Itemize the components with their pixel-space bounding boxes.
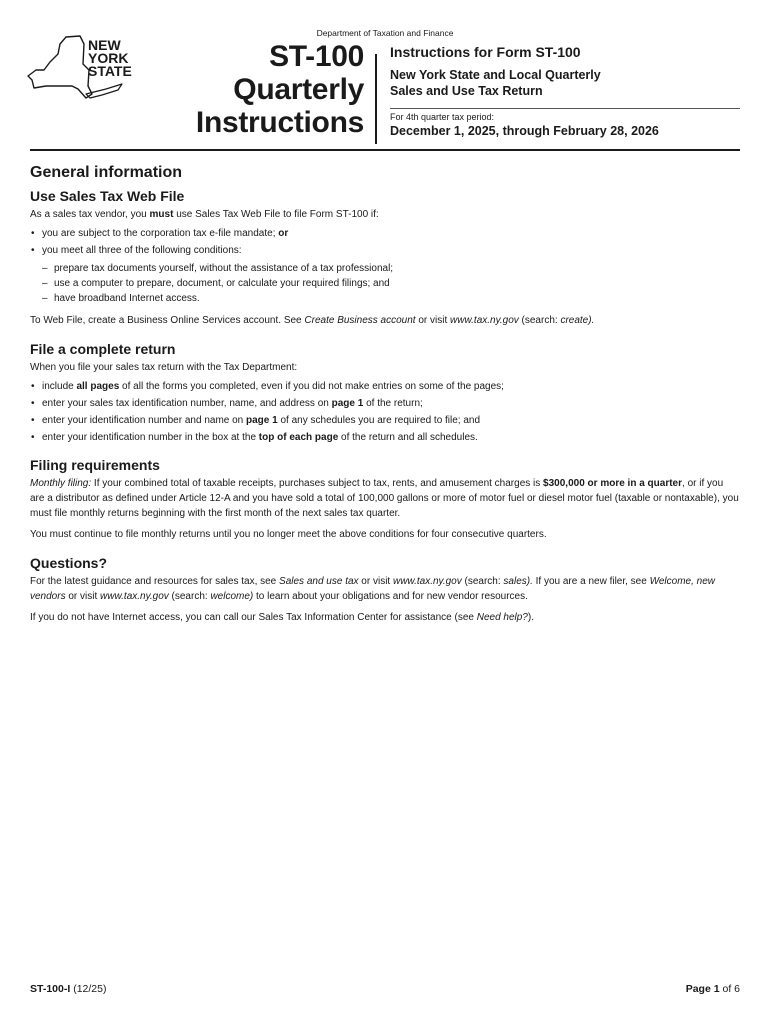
emphasis-must: must	[149, 209, 174, 220]
web-file-conditions	[30, 226, 740, 258]
page-content	[30, 163, 740, 629]
page-num: 1	[713, 983, 720, 995]
web-file-closing	[30, 313, 740, 328]
text-span: of the return;	[363, 398, 423, 409]
emphasis-or: or	[278, 228, 289, 239]
form-full-name	[390, 67, 730, 99]
text-span: of all the forms you completed, even if you did not make entries on some of the pages;	[119, 381, 504, 392]
text-span: enter your identification number and name on	[42, 415, 247, 426]
nys-logo	[26, 34, 138, 100]
footer-page-number	[686, 983, 740, 995]
text-span: you meet all three of the following conditions:	[42, 245, 242, 256]
continue-filing-paragraph: You must continue to file monthly returns until you no longer meet the above conditions for four consecutive quarters.	[30, 529, 547, 540]
text-span: As a sales tax vendor, you	[30, 209, 150, 220]
text-span: (search:	[168, 591, 211, 602]
filing-requirements-heading: Filing requirements	[30, 457, 160, 473]
text-span: enter your identification number in the box at the	[42, 432, 259, 443]
logo-text-state: STATE	[88, 63, 132, 79]
tax-period-dates: December 1, 2025, through February 28, 2026	[390, 124, 659, 138]
text-span: (search:	[518, 315, 561, 326]
questions-heading: Questions?	[30, 555, 108, 571]
page-of: of 6	[719, 983, 740, 995]
emphasis: top of each page	[258, 432, 339, 443]
form-big-title	[196, 40, 364, 139]
complete-return-list	[30, 379, 740, 445]
search-term-welcome: welcome)	[210, 591, 254, 602]
complete-return-intro: When you file your sales tax return with the Tax Department:	[30, 362, 298, 373]
tax-period-label: For 4th quarter tax period:	[390, 112, 495, 122]
title-line-instructions: Instructions	[195, 106, 364, 139]
link-sales-and-use-tax[interactable]: Sales and use tax	[279, 576, 359, 587]
link-tax-website[interactable]: www.tax.ny.gov	[450, 315, 519, 326]
text-span: For the latest guidance and resources for sales tax, see	[30, 576, 280, 587]
text-span: enter your sales tax identification number, name, and address on	[42, 398, 332, 409]
no-internet-paragraph	[30, 610, 740, 625]
form-name-line2: Sales and Use Tax Return	[390, 84, 543, 98]
text-span: include	[42, 381, 77, 392]
form-name-line1: New York State and Local Quarterly	[390, 68, 601, 82]
complete-return-heading: File a complete return	[30, 341, 176, 357]
text-span: If you are a new filer, see	[532, 576, 650, 587]
list-item: – have broadband Internet access.	[30, 291, 740, 306]
link-create-business-account[interactable]: Create Business account	[304, 315, 416, 326]
text-span: or visit	[358, 576, 393, 587]
footer-form-id	[30, 983, 106, 995]
text-span: to learn about your obligations and for new vendor resources.	[253, 591, 528, 602]
monthly-filing-label: Monthly filing:	[30, 478, 92, 489]
search-term-sales: sales).	[503, 576, 533, 587]
search-term-create: create).	[560, 315, 595, 326]
text-span: (search:	[461, 576, 504, 587]
link-need-help[interactable]: Need help?	[476, 612, 528, 623]
new-york-state-map-icon	[26, 34, 138, 100]
monthly-filing-paragraph	[30, 476, 740, 521]
text-span: , or if you are a distributor as defined under Article 12-A and you have sold a total of 100,000 gallons or more of motor fuel or diesel motor fuel (taxable or nontaxable), you must file monthly returns beginning with the first month of the next sales tax quarter.	[30, 478, 739, 519]
list-item	[30, 430, 740, 445]
text-span: of the return and all schedules.	[338, 432, 478, 443]
text-span: use Sales Tax Web File to file Form ST-100 if:	[173, 209, 379, 220]
list-item	[30, 413, 740, 428]
emphasis: page 1	[331, 398, 364, 409]
list-item	[30, 226, 740, 241]
link-tax-website[interactable]: www.tax.ny.gov	[392, 576, 462, 587]
header-rule-thick	[30, 149, 740, 151]
general-information-heading: General information	[30, 164, 183, 181]
instructions-for-title: Instructions for Form ST-100	[390, 44, 581, 60]
list-item	[30, 396, 740, 411]
link-tax-website[interactable]: www.tax.ny.gov	[100, 591, 169, 602]
web-file-intro	[30, 207, 740, 222]
text-span: you are subject to the corporation tax e-file mandate;	[42, 228, 279, 239]
list-item	[30, 243, 740, 258]
text-span: of any schedules you are required to file; and	[277, 415, 481, 426]
web-file-heading: Use Sales Tax Web File	[30, 188, 185, 204]
page-word: Page	[685, 983, 714, 995]
form-id: ST-100-I	[30, 983, 71, 995]
link-welcome-new-vendors[interactable]: Welcome, new vendors	[30, 576, 715, 602]
text-span: To Web File, create a Business Online Services account. See	[30, 315, 305, 326]
header-rule-thin	[390, 108, 740, 109]
emphasis: page 1	[246, 415, 278, 426]
logo-text-york: YORK	[88, 50, 129, 66]
list-item: – prepare tax documents yourself, without the assistance of a tax professional;	[30, 261, 740, 276]
list-item: – use a computer to prepare, document, or calculate your required filings; and	[30, 276, 740, 291]
questions-paragraph	[30, 574, 740, 604]
text-span: If you do not have Internet access, you can call our Sales Tax Information Center for assistance (see	[30, 612, 477, 623]
text-span: or visit	[415, 315, 451, 326]
text-span: ).	[527, 612, 534, 623]
title-line-quarterly: Quarterly	[233, 73, 364, 106]
department-name: Department of Taxation and Finance	[316, 28, 454, 38]
revision-date: (12/25)	[70, 983, 107, 995]
logo-text-new: NEW	[88, 37, 121, 53]
emphasis-threshold: $300,000 or more in a quarter	[543, 478, 683, 489]
web-file-subconditions	[30, 261, 740, 306]
text-span: If your combined total of taxable receipts, purchases subject to tax, rents, and amusement charges is	[91, 478, 544, 489]
header-divider	[375, 54, 377, 144]
text-span: or visit	[65, 591, 101, 602]
list-item	[30, 379, 740, 394]
title-line-form: ST-100	[269, 40, 364, 73]
emphasis: all pages	[76, 381, 120, 392]
